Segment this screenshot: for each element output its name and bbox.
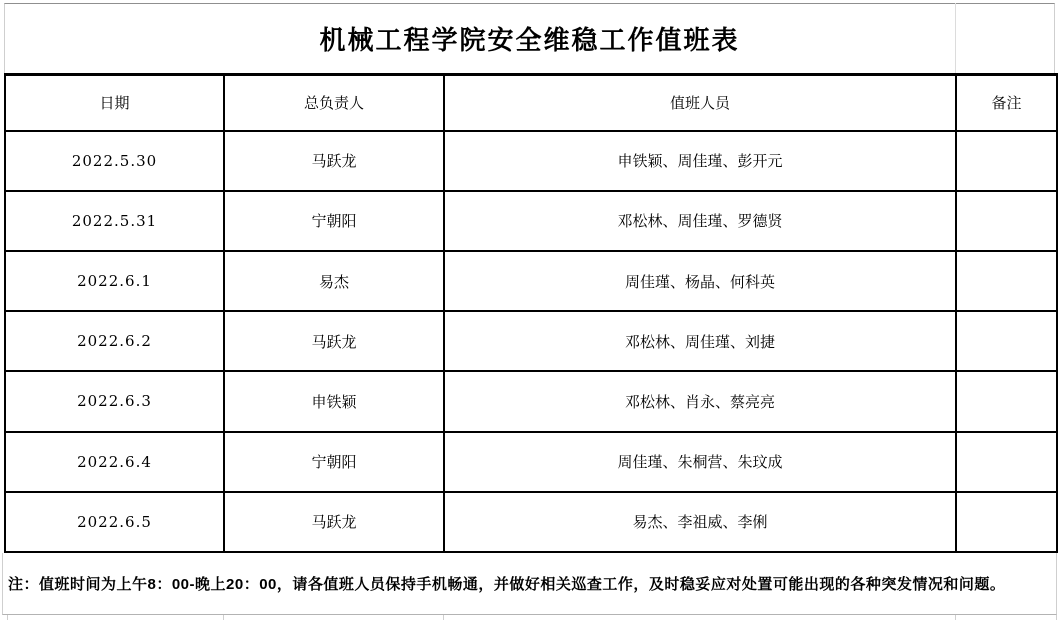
leader-cell: 申铁颖 [224,371,444,431]
date-cell: 2022.6.1 [5,251,224,311]
duty-table [4,73,1058,553]
gridline-vertical [955,3,956,73]
table-row [5,131,1057,191]
page-title: 机械工程学院安全维稳工作值班表 [4,3,1055,73]
staff-cell: 周佳瑾、杨晶、何科英 [444,251,956,311]
date-cell: 2022.5.30 [5,131,224,191]
gridline-stub [223,615,224,620]
remark-cell [956,191,1057,251]
leader-cell: 马跃龙 [224,311,444,371]
leader-cell: 易杰 [224,251,444,311]
header-row [5,75,1057,131]
date-cell: 2022.6.5 [5,492,224,552]
date-cell: 2022.6.4 [5,432,224,492]
table-row [5,251,1057,311]
remark-cell [956,131,1057,191]
leader-cell: 宁朝阳 [224,191,444,251]
remark-cell [956,432,1057,492]
gridline-stub [443,615,444,620]
leader-cell: 马跃龙 [224,492,444,552]
date-cell: 2022.5.31 [5,191,224,251]
table-row [5,371,1057,431]
gridline-stub [7,615,8,620]
remark-cell [956,311,1057,371]
remark-cell [956,251,1057,311]
date-cell: 2022.6.3 [5,371,224,431]
remark-cell [956,371,1057,431]
table-row [5,311,1057,371]
staff-cell: 邓松林、周佳瑾、罗德贤 [444,191,956,251]
staff-cell: 周佳瑾、朱桐营、朱玟成 [444,432,956,492]
staff-cell: 邓松林、肖永、蔡亮亮 [444,371,956,431]
leader-cell: 宁朝阳 [224,432,444,492]
header-cell-leader: 总负责人 [224,75,444,131]
staff-cell: 申铁颖、周佳瑾、彭开元 [444,131,956,191]
remark-cell [956,492,1057,552]
gridline-stub [955,615,956,620]
table-row [5,432,1057,492]
header-cell-date: 日期 [5,75,224,131]
table-row [5,492,1057,552]
leader-cell: 马跃龙 [224,131,444,191]
date-cell: 2022.6.2 [5,311,224,371]
table-row [5,191,1057,251]
header-cell-remark: 备注 [956,75,1057,131]
header-cell-staff: 值班人员 [444,75,956,131]
gridline-stub [1056,615,1057,620]
staff-cell: 易杰、李祖威、李俐 [444,492,956,552]
footer-note: 注：值班时间为上午8：00-晚上20：00，请各值班人员保持手机畅通，并做好相关巡查工作，及时稳妥应对处置可能出现的各种突发情况和问题。 [2,553,1057,615]
staff-cell: 邓松林、周佳瑾、刘捷 [444,311,956,371]
